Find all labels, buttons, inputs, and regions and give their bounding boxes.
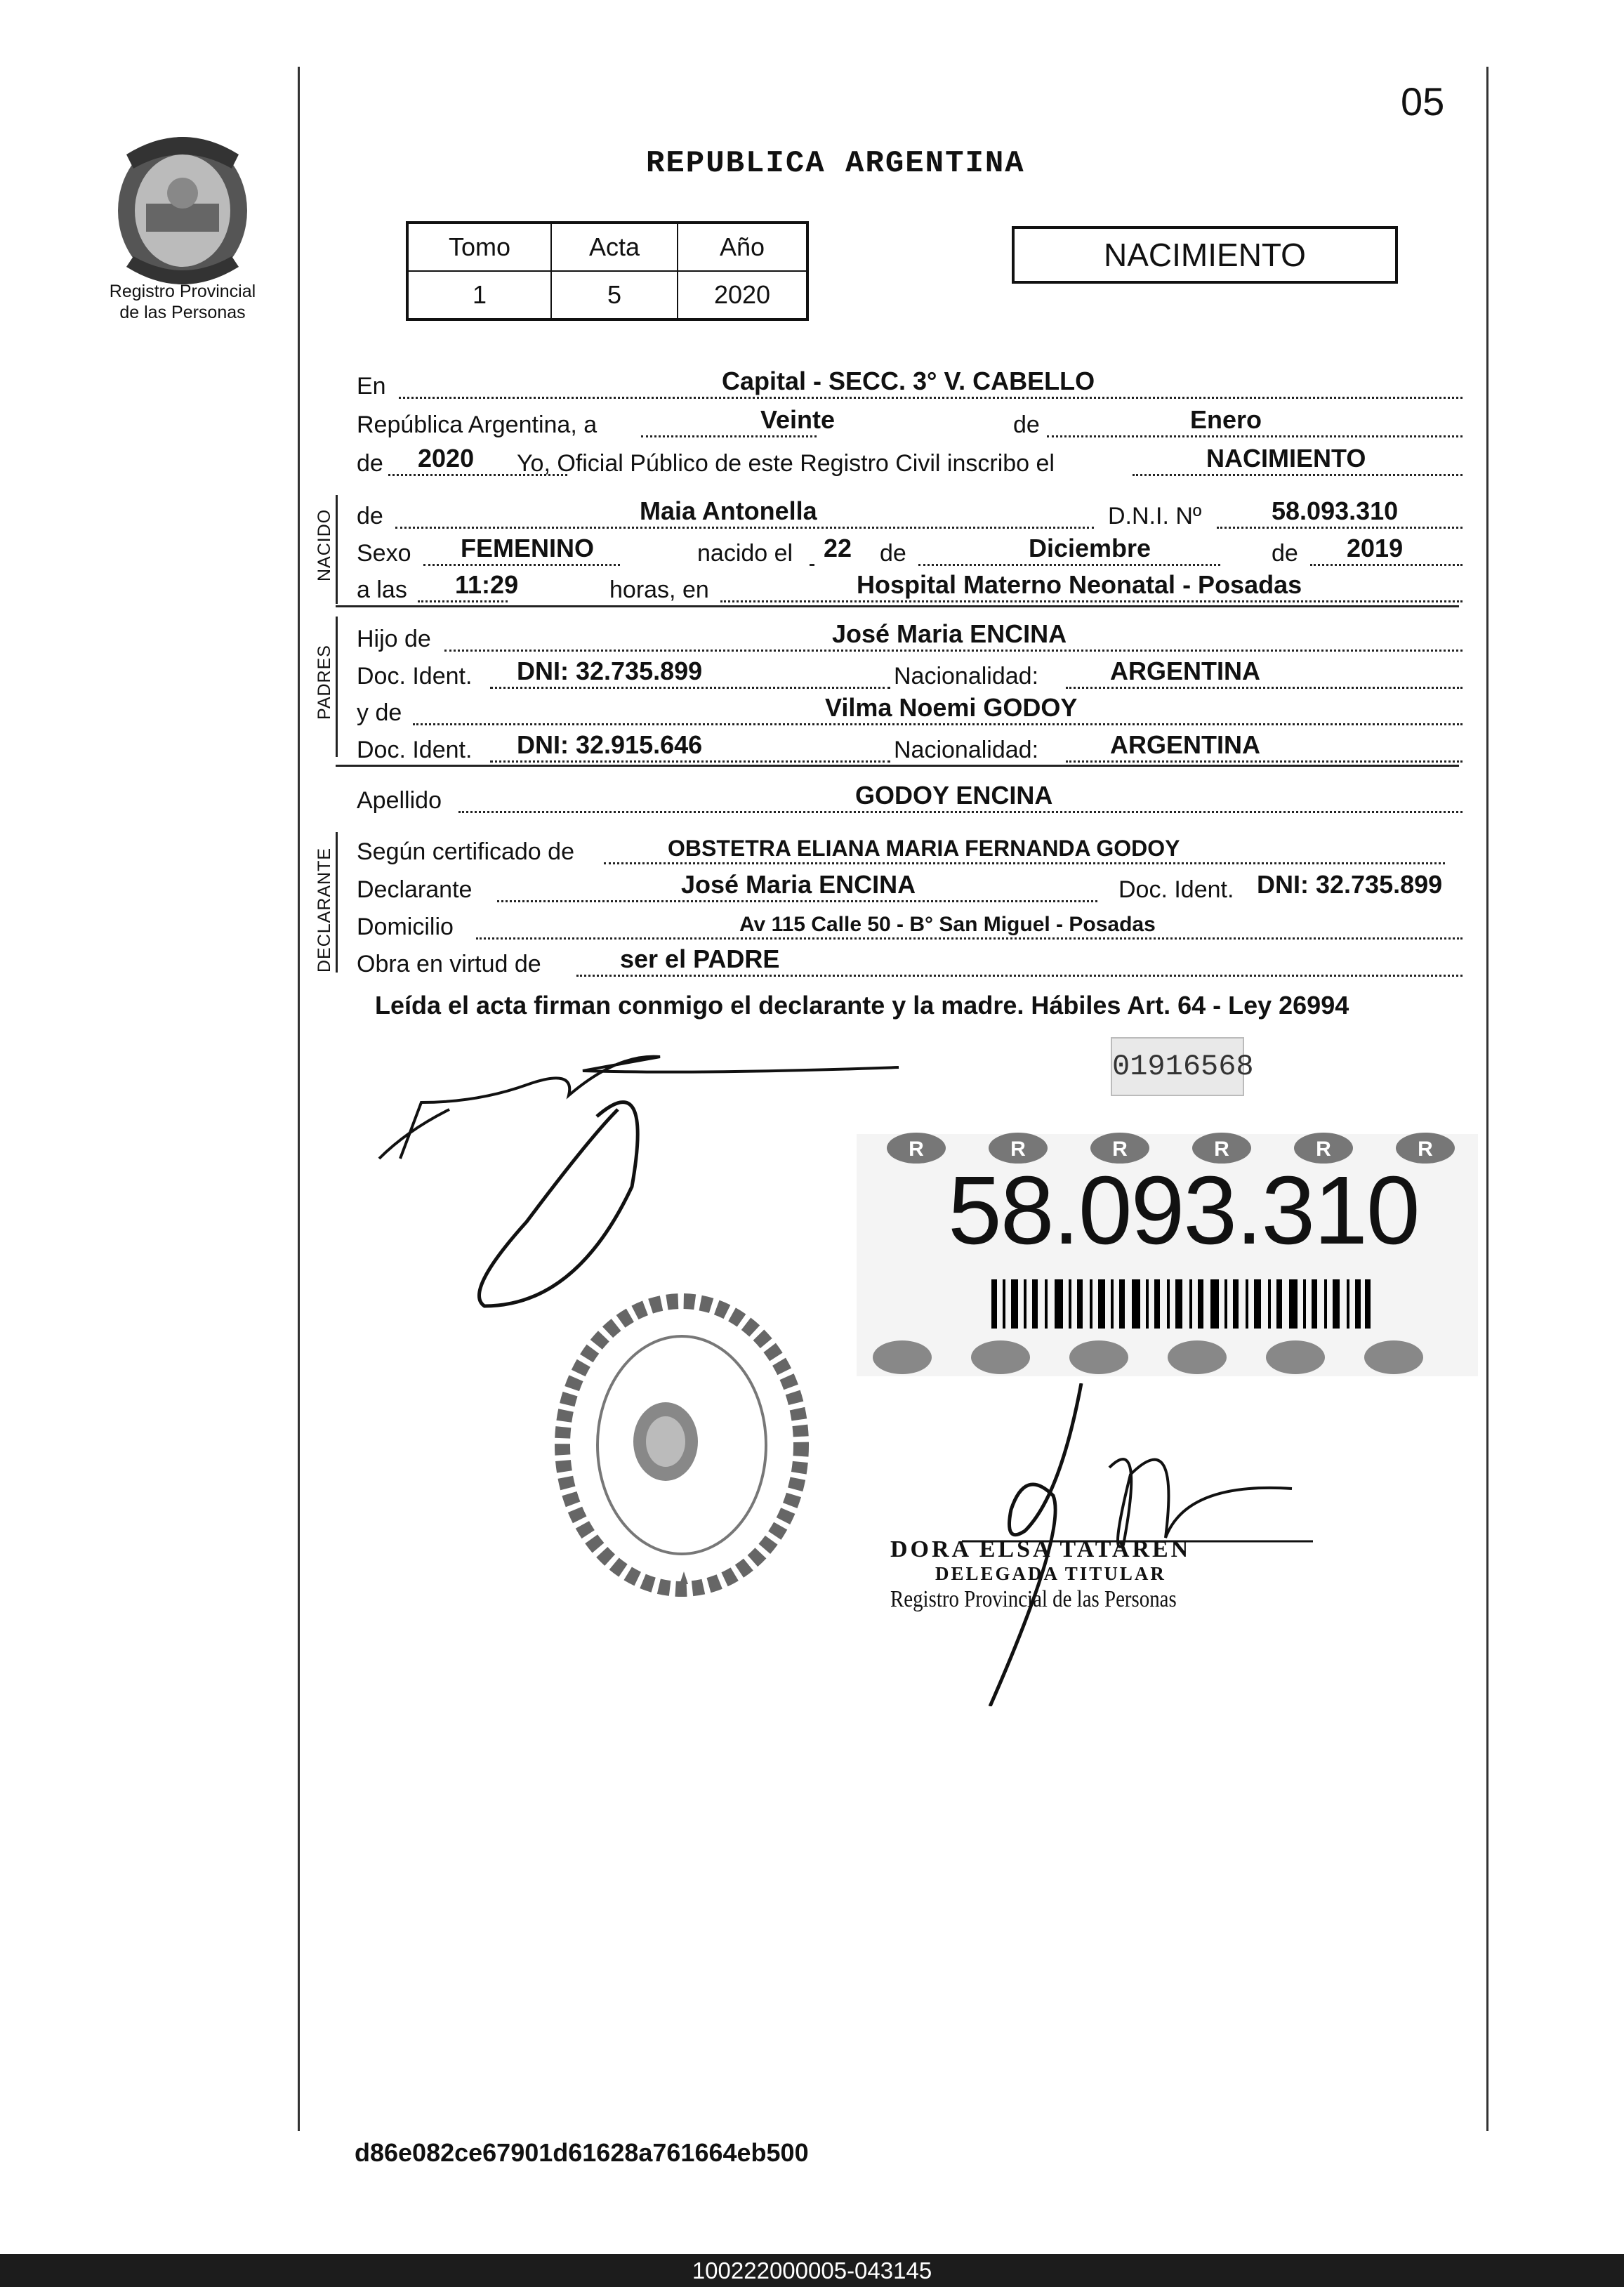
father-nationality: ARGENTINA: [1110, 657, 1260, 685]
row-obra: Obra en virtud de ser el PADRE: [357, 943, 1463, 978]
control-number-stamp: 01916568: [1111, 1037, 1244, 1096]
father-doc: DNI: 32.735.899: [517, 657, 703, 685]
barcode: [991, 1279, 1371, 1329]
birth-place: Hospital Materno Neonatal - Posadas: [857, 570, 1302, 599]
value-acta: 5: [551, 271, 678, 319]
value-anio: 2020: [678, 271, 807, 319]
footer-code-bar: 100222000005-043145: [0, 2254, 1624, 2287]
row-father-doc: Doc. Ident. DNI: 32.735.899 Nacionalidad: ARGENTINA: [357, 655, 1463, 690]
capacity-value: ser el PADRE: [620, 944, 780, 973]
row-sexo: Sexo FEMENINO nacido el 22 de Diciembre de 2019: [357, 532, 1463, 567]
row-time-place: a las 11:29 horas, en Hospital Materno Neonatal - Posadas: [357, 569, 1463, 604]
row-mother-doc: Doc. Ident. DNI: 32.915.646 Nacionalidad: ARGENTINA: [357, 729, 1463, 764]
mother-doc: DNI: 32.915.646: [517, 730, 703, 759]
row-certificate: Según certificado de OBSTETRA ELIANA MARIA FERNANDA GODOY: [357, 831, 1463, 866]
official-seal: [553, 1291, 810, 1600]
place-value: Capital - SECC. 3° V. CABELLO: [722, 367, 1095, 395]
declarante-name: José Maria ENCINA: [681, 870, 916, 899]
header-tomo: Tomo: [407, 223, 551, 271]
declarante-doc: DNI: 32.735.899: [1257, 870, 1443, 899]
row-declarante: Declarante José Maria ENCINA Doc. Ident. DNI: 32.735.899: [357, 870, 1443, 903]
header-acta: Acta: [551, 223, 678, 271]
left-margin-line: [298, 67, 300, 2131]
svg-text:R: R: [1010, 1138, 1026, 1161]
register-table: [406, 221, 809, 321]
svg-text:R: R: [1112, 1138, 1128, 1161]
right-margin-line: [1486, 67, 1488, 2131]
row-date: República Argentina, a Veinte de Enero: [357, 404, 1463, 439]
registered-r-icons-bottom: [860, 1333, 1478, 1375]
row-mother: y de Vilma Noemi GODOY: [357, 692, 1463, 727]
birth-month: Diciembre: [1029, 534, 1151, 562]
header-anio: Año: [678, 223, 807, 271]
official-role: DELEGADA TITULAR: [935, 1563, 1166, 1584]
mother-nationality: ARGENTINA: [1110, 730, 1260, 759]
surname-value: GODOY ENCINA: [855, 781, 1053, 810]
official-name: DORA ELSA TATAREN: [890, 1536, 1191, 1562]
svg-text:R: R: [1418, 1138, 1433, 1161]
svg-text:R: R: [909, 1138, 924, 1161]
day-words: Veinte: [760, 405, 836, 434]
row-en: En Capital - SECC. 3° V. CABELLO: [357, 365, 1463, 400]
document-hash: d86e082ce67901d61628a761664eb500: [355, 2138, 809, 2167]
birth-day: 22: [824, 534, 852, 562]
inscription-value: NACIMIENTO: [1206, 444, 1366, 473]
row-nacido-name: de Maia Antonella D.N.I. Nº 58.093.310: [357, 495, 1463, 530]
official-signature-block: [890, 1536, 1227, 1613]
section-label-nacido: NACIDO: [315, 508, 334, 581]
month-value: Enero: [1190, 405, 1262, 434]
value-tomo: 1: [407, 271, 551, 319]
sexo-value: FEMENINO: [461, 534, 595, 562]
mother-name: Vilma Noemi GODOY: [825, 693, 1078, 722]
record-type-box: NACIMIENTO: [1012, 226, 1398, 284]
misiones-crest-logo: [112, 126, 253, 288]
row-father: Hijo de José Maria ENCINA: [357, 618, 1463, 653]
legal-text: Leída el acta firman conmigo el declarante y la madre. Hábiles Art. 64 - Ley 26994: [375, 991, 1349, 1020]
document-title: REPUBLICA ARGENTINA: [646, 146, 1025, 181]
section-label-padres: PADRES: [315, 645, 334, 720]
page-number: 05: [1401, 79, 1445, 124]
birth-year: 2019: [1347, 534, 1404, 562]
svg-text:R: R: [1214, 1138, 1229, 1161]
address-value: Av 115 Calle 50 - B° San Miguel - Posadas: [739, 913, 1156, 936]
declarant-signature: [365, 1025, 913, 1320]
row-officer: de 2020 Yo, Oficial Público de este Registro Civil inscribo el NACIMIENTO: [357, 442, 1463, 477]
official-office: Registro Provincial de las Personas: [890, 1586, 1177, 1612]
section-label-declarante: DECLARANTE: [315, 847, 334, 973]
birth-time: 11:29: [455, 570, 519, 599]
year-value: 2020: [418, 444, 475, 473]
child-dni: 58.093.310: [1272, 496, 1399, 525]
dni-large-number: 58.093.310: [948, 1156, 1419, 1265]
svg-text:R: R: [1316, 1138, 1331, 1161]
father-name: José Maria ENCINA: [832, 619, 1067, 648]
logo-caption: Registro Provincial de las Personas: [109, 282, 256, 322]
child-name: Maia Antonella: [640, 496, 817, 525]
row-domicilio: Domicilio Av 115 Calle 50 - B° San Miguel - Posadas: [357, 906, 1463, 941]
certificate-value: OBSTETRA ELIANA MARIA FERNANDA GODOY: [668, 836, 1180, 861]
row-apellido: Apellido GODOY ENCINA: [357, 779, 1463, 815]
